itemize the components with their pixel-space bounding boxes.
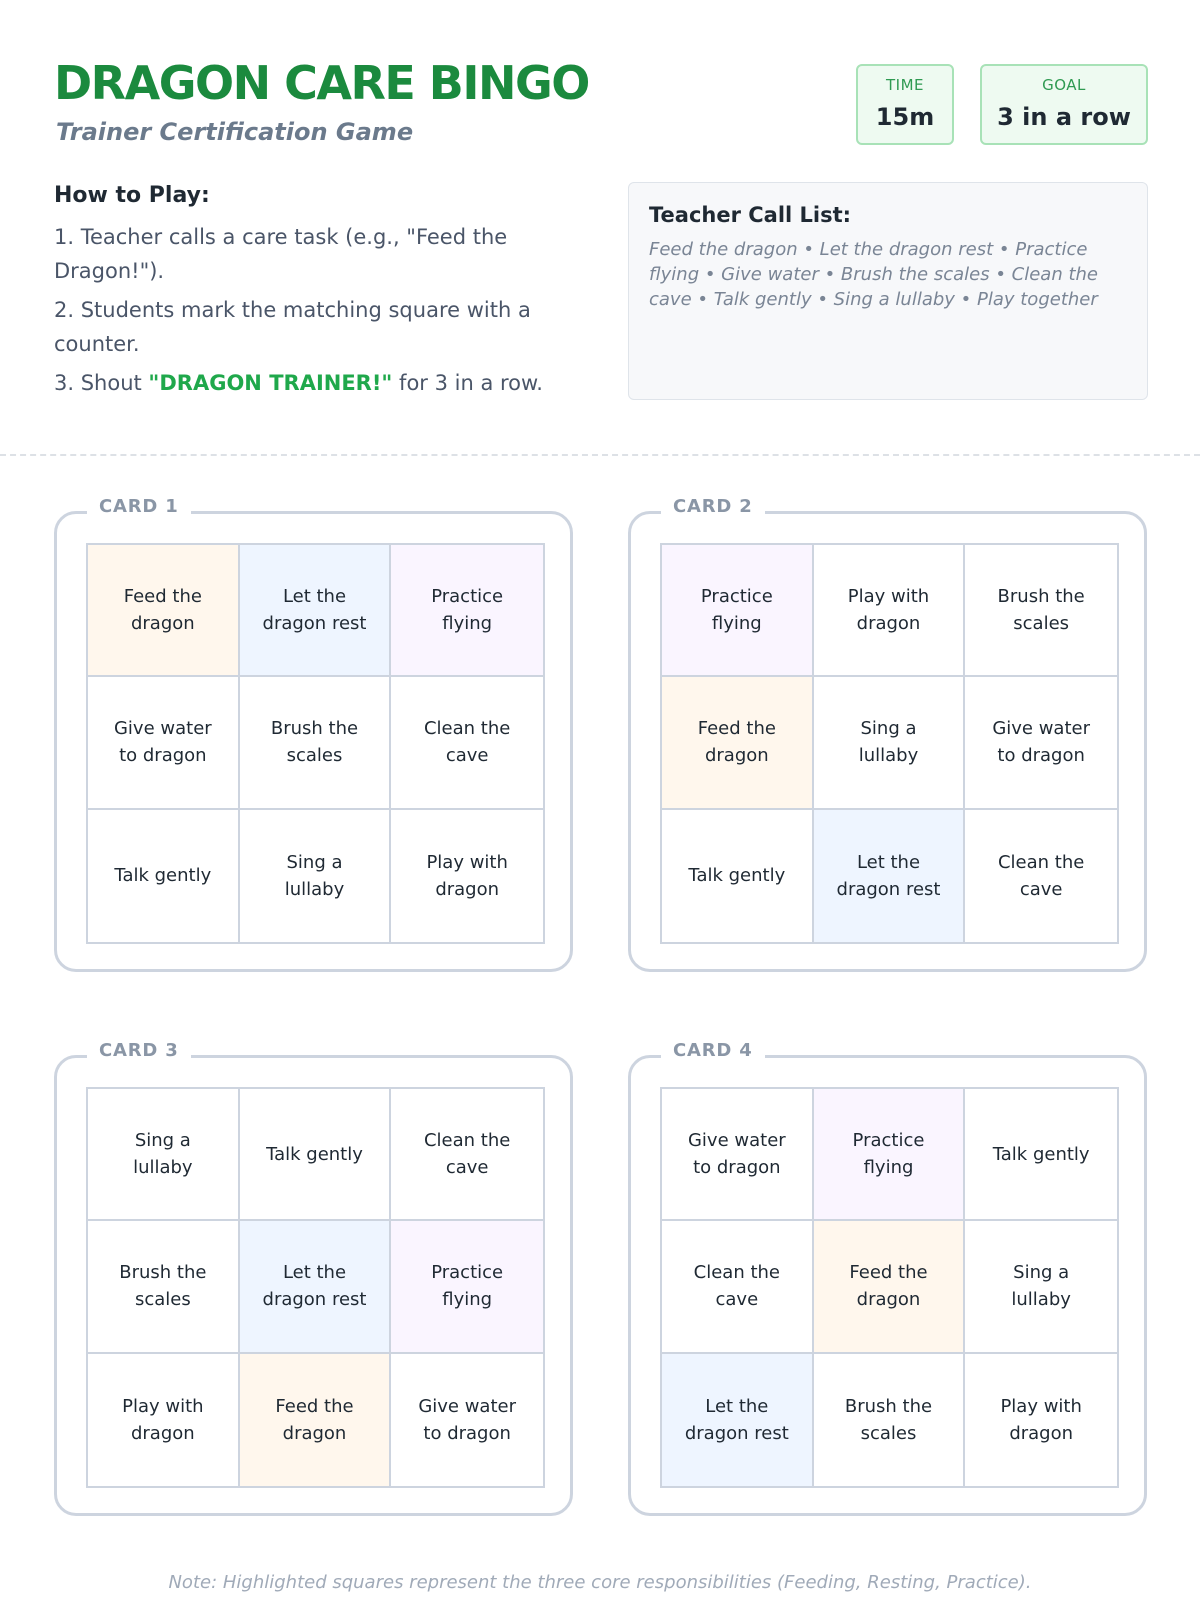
bingo-square[interactable]: Give water to dragon [418,1395,516,1444]
bingo-grid [660,1087,1119,1488]
bingo-grid [86,1087,545,1488]
how-to-play-steps [54,220,554,405]
bingo-grid [660,543,1119,944]
bingo-square[interactable]: Give water to dragon [88,677,240,809]
time-value: 15m [875,103,935,131]
page-subtitle: Trainer Certification Game [56,118,414,146]
step-3-prefix: 3. Shout [54,371,149,395]
bingo-square[interactable]: Practice flying [391,1221,543,1353]
bingo-square[interactable]: Talk gently [662,810,814,942]
bingo-square[interactable]: Let the dragon rest [814,810,966,942]
bingo-square[interactable]: Practice flying [814,1089,966,1221]
bingo-square[interactable]: Practice flying [662,545,814,677]
time-badge [856,64,954,145]
bingo-card-1 [54,496,573,972]
bingo-square[interactable]: Clean the cave [391,1089,543,1221]
bingo-square[interactable]: Play with dragon [1000,1395,1082,1444]
bingo-square[interactable]: Feed the dragon [88,545,240,677]
bingo-card-4 [628,1040,1147,1516]
bingo-card-3 [54,1040,573,1516]
bingo-square[interactable]: Let the dragon rest [240,1221,392,1353]
step-3 [54,366,554,400]
bingo-square[interactable]: Talk gently [240,1089,392,1221]
bingo-square[interactable]: Talk gently [965,1089,1117,1221]
bingo-square[interactable]: Sing a lullaby [240,810,392,942]
bingo-square[interactable]: Brush the scales [814,1354,966,1486]
bingo-square[interactable]: Brush the scales [965,545,1117,677]
call-list-title: Teacher Call List: [649,203,852,227]
bingo-card-2 [628,496,1147,972]
card-label: CARD 3 [87,1040,191,1061]
footer-note: Note: Highlighted squares represent the three core responsibilities (Feeding, Resting, Practice). [168,1572,1032,1593]
bingo-square[interactable]: Let the dragon rest [240,545,392,677]
card-label: CARD 2 [661,496,765,517]
bingo-square[interactable]: Talk gently [88,810,240,942]
bingo-square[interactable]: Let the dragon rest [662,1354,814,1486]
bingo-square[interactable]: Play with dragon [814,545,966,677]
bingo-square[interactable]: Play with dragon [426,851,508,900]
cut-line-divider [0,454,1200,456]
bingo-grid [86,543,545,944]
time-label: TIME [885,76,924,94]
bingo-square[interactable]: Practice flying [391,545,543,677]
goal-badge [980,64,1148,145]
bingo-square[interactable]: Brush the scales [240,677,392,809]
bingo-square[interactable]: Give water to dragon [965,677,1117,809]
bingo-square[interactable]: Sing a lullaby [814,677,966,809]
bingo-square[interactable]: Feed the dragon [662,677,814,809]
bingo-square[interactable]: Play with dragon [88,1354,240,1486]
step-3-suffix: for 3 in a row. [392,371,543,395]
bingo-square[interactable]: Sing a lullaby [88,1089,240,1221]
page-title: DRAGON CARE BINGO [54,56,589,110]
call-list-text: Feed the dragon • Let the dragon rest • Practice flying • Give water • Brush the scales • Clean the cave • Talk gently • Sing a lullaby • Play together [649,239,1099,310]
bingo-square[interactable]: Clean the cave [997,851,1085,900]
card-label: CARD 1 [87,496,191,517]
how-to-play-heading: How to Play: [54,183,210,208]
step-1: 1. Teacher calls a care task (e.g., "Feed the Dragon!"). [54,225,508,283]
dragon-trainer-callout: "DRAGON TRAINER!" [148,371,393,395]
bingo-square[interactable]: Brush the scales [88,1221,240,1353]
bingo-square[interactable]: Feed the dragon [814,1221,966,1353]
step-2: 2. Students mark the matching square with a counter. [54,298,531,356]
teacher-call-list [628,182,1148,400]
bingo-square[interactable]: Give water to dragon [662,1089,814,1221]
goal-label: GOAL [1042,76,1086,94]
bingo-square[interactable]: Clean the cave [662,1221,814,1353]
bingo-square[interactable]: Sing a lullaby [965,1221,1117,1353]
bingo-square[interactable]: Feed the dragon [240,1354,392,1486]
bingo-square[interactable]: Clean the cave [391,677,543,809]
card-label: CARD 4 [661,1040,765,1061]
goal-value: 3 in a row [997,103,1131,131]
